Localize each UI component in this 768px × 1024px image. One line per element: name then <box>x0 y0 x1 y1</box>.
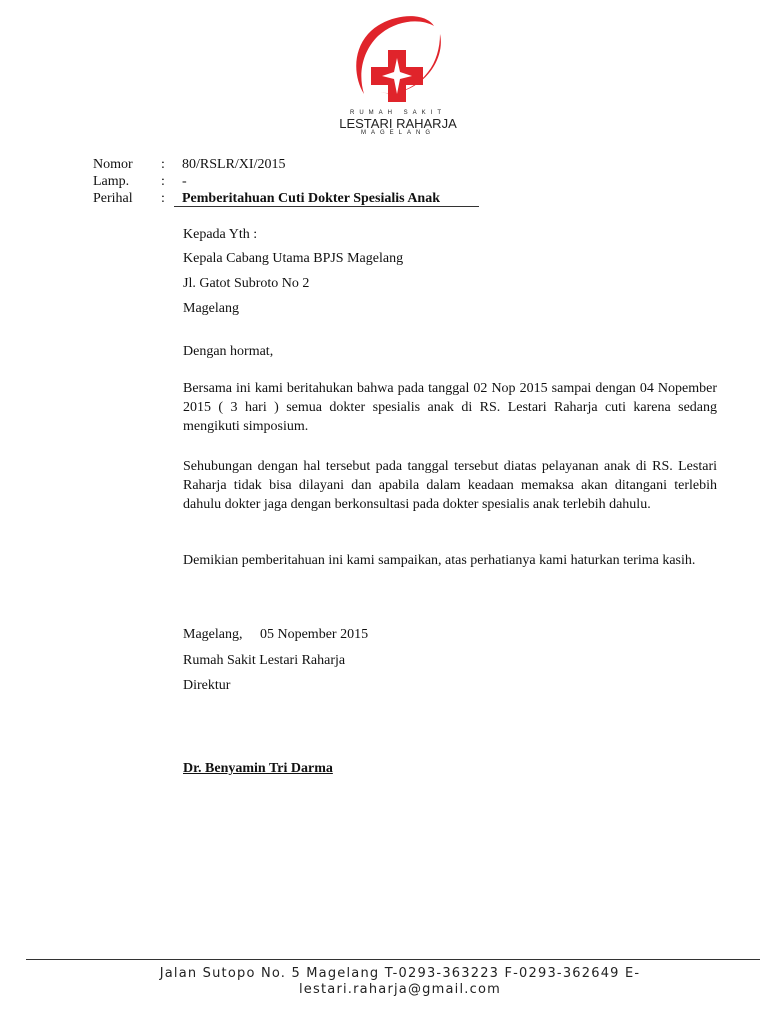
place-date: Magelang, 05 Nopember 2015 <box>183 627 369 642</box>
footer-divider <box>26 959 760 960</box>
body-paragraph-2: Sehubungan dengan hal tersebut pada tanggal tersebut diatas pelayanan anak di RS. Lestari Raharja tidak bisa dilayani dan apabila dalam keadaan memaksa akan ditangani terlebih dahulu dokter jaga dengan berkonsultasi pada dokter spesialis anak terlebih dahulu. <box>183 459 717 512</box>
footer-line-2: lestari.raharja@gmail.com <box>299 982 501 997</box>
body-paragraph-1: Bersama ini kami beritahukan bahwa pada tanggal 02 Nop 2015 sampai dengan 04 Nopember 2015 ( 3 hari ) semua dokter spesialis anak di RS. Lestari Raharja cuti karena sedang mengikuti simposium. <box>183 381 717 434</box>
recipient-city: Magelang <box>183 301 239 316</box>
perihal-colon: : <box>161 191 165 206</box>
nomor-value: 80/RSLR/XI/2015 <box>182 157 286 172</box>
salutation: Dengan hormat, <box>183 344 274 359</box>
closing-position: Direktur <box>183 678 231 693</box>
recipient-street: Jl. Gatot Subroto No 2 <box>183 276 310 291</box>
subject-underline <box>174 206 479 207</box>
footer-line-1: Jalan Sutopo No. 5 Magelang T-0293-363223 F-0293-362649 E- <box>159 966 641 981</box>
logo-name: LESTARI RAHARJA <box>339 116 457 131</box>
footer-address <box>100 966 700 998</box>
lamp-label: Lamp. <box>93 174 130 189</box>
body-paragraph-3: Demikian pemberitahuan ini kami sampaikan, atas perhatianya kami haturkan terima kasih. <box>183 553 696 568</box>
perihal-value: Pemberitahuan Cuti Dokter Spesialis Anak <box>182 191 440 206</box>
lamp-colon: : <box>161 174 165 189</box>
recipient-greeting: Kepada Yth : <box>183 227 258 242</box>
recipient-name: Kepala Cabang Utama BPJS Magelang <box>183 251 404 266</box>
red-cross-logo-icon <box>346 12 446 110</box>
nomor-colon: : <box>161 157 165 172</box>
nomor-label: Nomor <box>93 157 133 172</box>
logo-bottom-text: MAGELANG <box>360 130 435 136</box>
perihal-label: Perihal <box>93 191 133 206</box>
hospital-logo <box>332 12 464 134</box>
lamp-value: - <box>182 174 187 189</box>
closing-institution: Rumah Sakit Lestari Raharja <box>183 653 346 668</box>
signatory-name: Dr. Benyamin Tri Darma <box>183 761 333 776</box>
logo-top-text: RUMAH SAKIT <box>349 110 446 116</box>
